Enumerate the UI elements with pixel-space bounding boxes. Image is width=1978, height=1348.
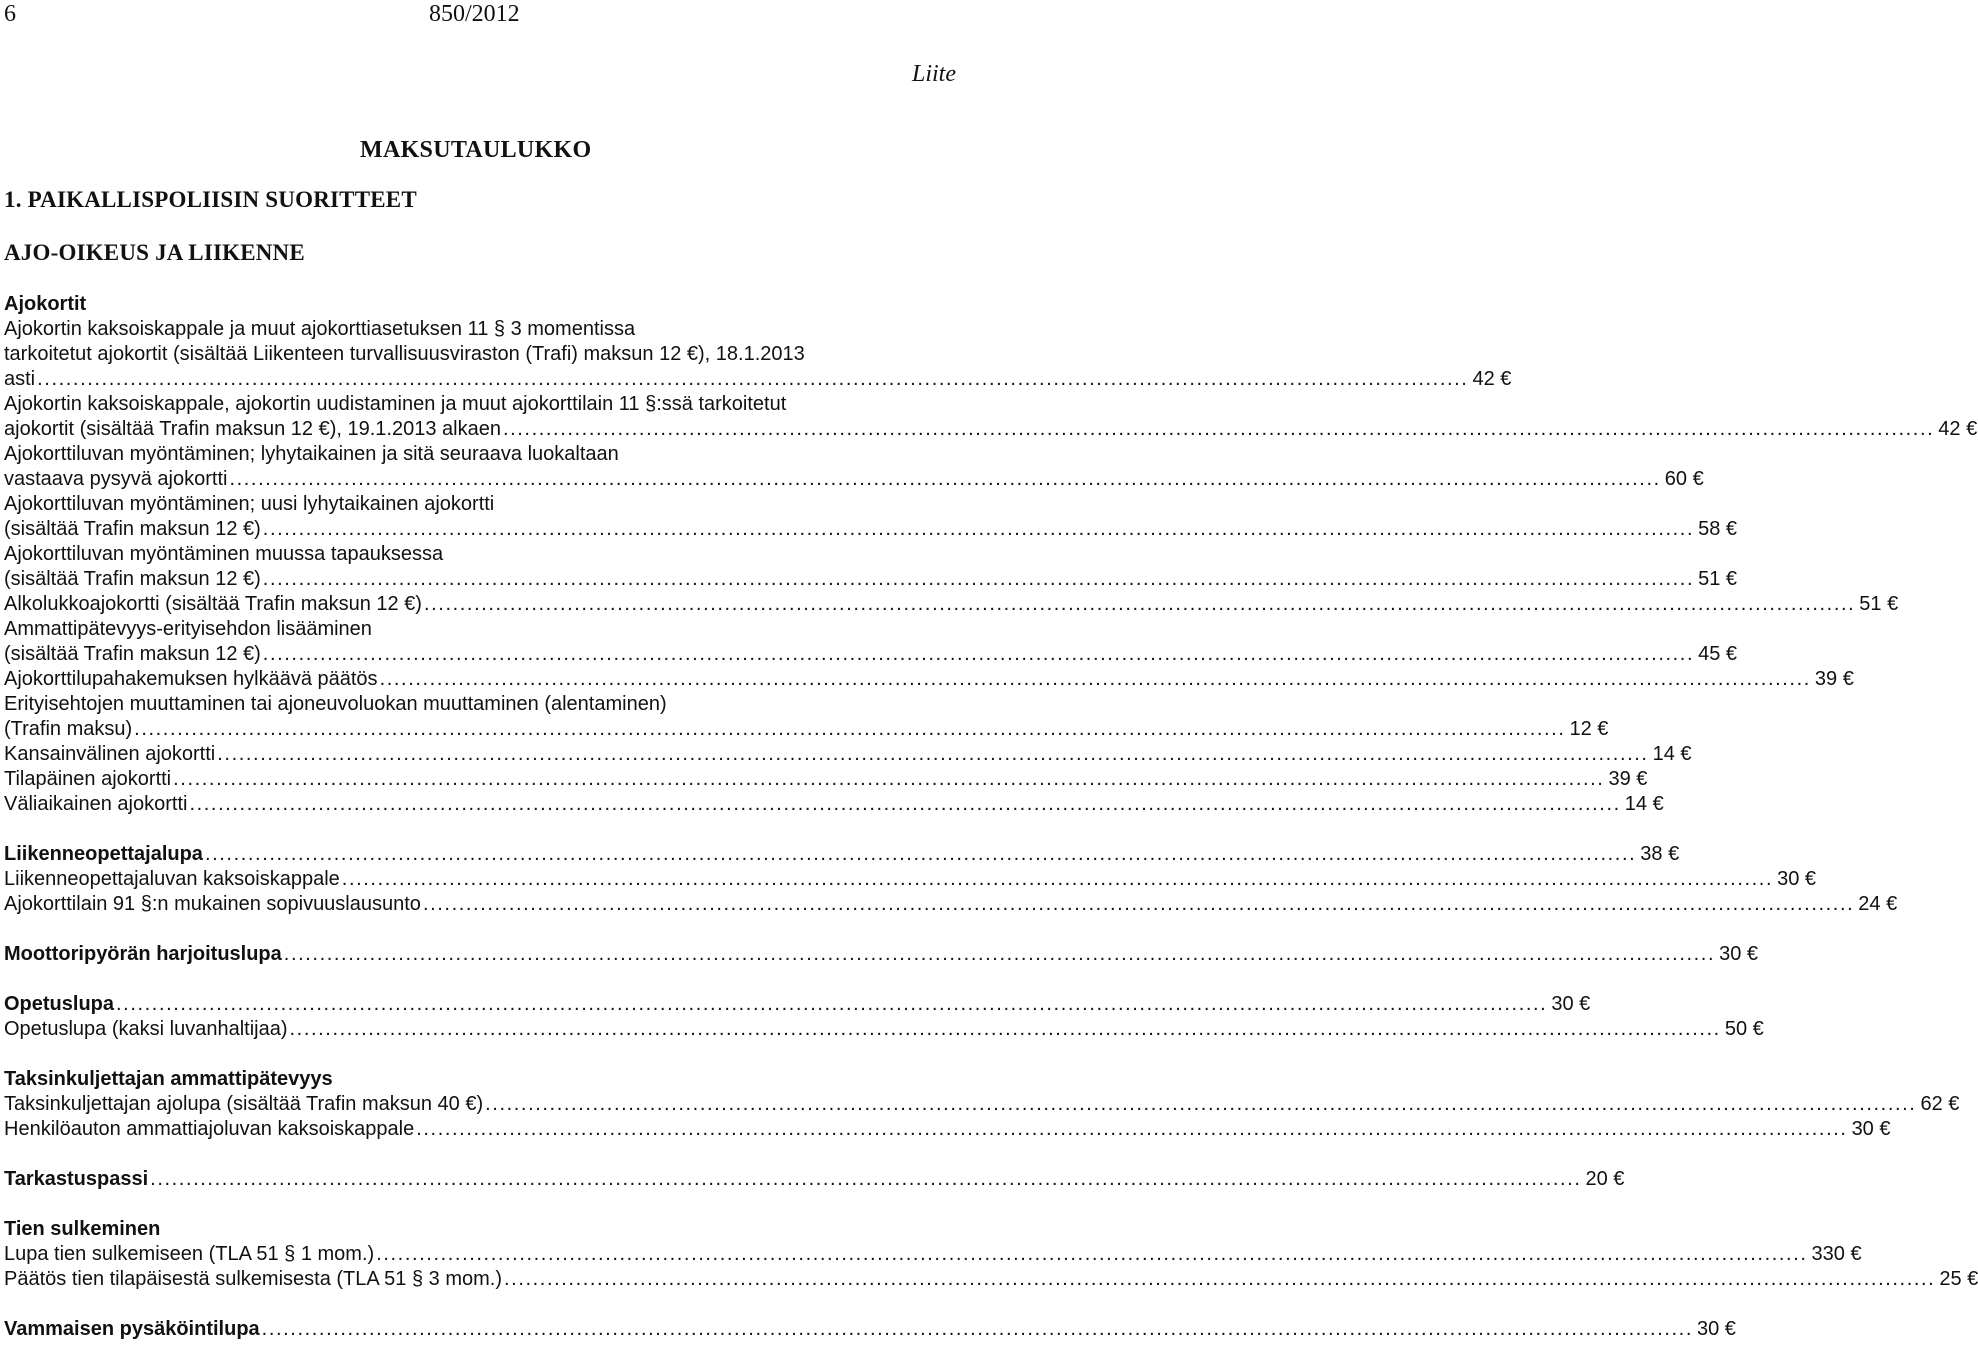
fee-line bbox=[4, 567, 1738, 592]
fee-amount: 30 € bbox=[1719, 943, 1759, 965]
fee-description: asti bbox=[4, 368, 36, 390]
fee-description: (sisältää Trafin maksun 12 €) bbox=[4, 518, 261, 540]
fee-entry bbox=[4, 1117, 1891, 1142]
fee-description: Liikenneopettajaluvan kaksoiskappale bbox=[4, 868, 340, 890]
fee-amount: 25 € bbox=[1939, 1268, 1978, 1290]
fee-entry bbox=[4, 1017, 1764, 1042]
fee-entry bbox=[4, 1317, 1736, 1342]
fee-entry bbox=[4, 1242, 1862, 1267]
dot-leader: ........................................................................................................................................................................................................ bbox=[485, 1093, 1917, 1115]
annex-label: Liite bbox=[911, 61, 956, 87]
fee-line bbox=[4, 992, 1591, 1017]
subchapter-heading: AJO-OIKEUS JA LIIKENNE bbox=[4, 240, 305, 265]
fee-line bbox=[4, 1117, 1891, 1142]
dot-leader: ........................................................................................................................................................................................................ bbox=[283, 943, 1716, 965]
fee-description-line: tarkoitetut ajokortit (sisältää Liikenteen turvallisuusviraston (Trafi) maksun 12 €), 18.1.2013 bbox=[4, 343, 805, 365]
dot-leader: ........................................................................................................................................................................................................ bbox=[504, 1268, 1936, 1290]
fee-amount: 39 € bbox=[1814, 668, 1854, 690]
dot-leader: ........................................................................................................................................................................................................ bbox=[189, 793, 1621, 815]
fee-section bbox=[4, 292, 1978, 817]
document-reference: 850/2012 bbox=[429, 1, 520, 27]
fee-entry bbox=[4, 492, 1738, 542]
fee-entry bbox=[4, 317, 1512, 392]
dot-leader: ........................................................................................................................................................................................................ bbox=[134, 718, 1566, 740]
fee-description-line: Ajokorttiluvan myöntäminen; lyhytaikainen ja sitä seuraava luokaltaan bbox=[4, 443, 619, 465]
fee-description-line: Ajokorttiluvan myöntäminen muussa tapauksessa bbox=[4, 543, 444, 565]
fee-entry bbox=[4, 992, 1591, 1017]
dot-leader: ........................................................................................................................................................................................................ bbox=[150, 1168, 1582, 1190]
fee-line bbox=[4, 1092, 1960, 1117]
dot-leader: ........................................................................................................................................................................................................ bbox=[289, 1018, 1721, 1040]
fee-description: (sisältää Trafin maksun 12 €) bbox=[4, 568, 261, 590]
fee-description: Tilapäinen ajokortti bbox=[4, 768, 172, 790]
section-heading: Tien sulkeminen bbox=[4, 1218, 161, 1240]
section-spacer bbox=[4, 917, 956, 942]
section-spacer bbox=[4, 1292, 956, 1317]
fee-entry bbox=[4, 1167, 1625, 1192]
fee-amount: 30 € bbox=[1851, 1118, 1891, 1140]
fee-entry bbox=[4, 767, 1648, 792]
fee-amount: 42 € bbox=[1938, 418, 1978, 440]
fee-line bbox=[4, 592, 1899, 617]
fee-line bbox=[4, 742, 1692, 767]
fee-amount: 60 € bbox=[1664, 468, 1704, 490]
fee-line bbox=[4, 842, 1680, 867]
fee-line bbox=[4, 792, 1664, 817]
fee-amount: 14 € bbox=[1652, 743, 1692, 765]
fee-amount: 51 € bbox=[1859, 593, 1899, 615]
fee-description: Ajokorttilupahakemuksen hylkäävä päätös bbox=[4, 668, 378, 690]
fee-line bbox=[4, 667, 1854, 692]
fee-amount: 330 € bbox=[1811, 1243, 1862, 1265]
fee-description: (Trafin maksu) bbox=[4, 718, 133, 740]
fee-section bbox=[4, 942, 1759, 967]
fee-amount: 30 € bbox=[1777, 868, 1817, 890]
fee-amount: 50 € bbox=[1724, 1018, 1764, 1040]
fee-amount: 14 € bbox=[1624, 793, 1664, 815]
section-spacer bbox=[4, 1042, 956, 1067]
section-spacer bbox=[4, 967, 956, 992]
fee-line bbox=[4, 1317, 1736, 1342]
fee-line bbox=[4, 717, 1609, 742]
dot-leader: ........................................................................................................................................................................................................ bbox=[423, 593, 1856, 615]
fee-section bbox=[4, 1317, 1736, 1342]
dot-leader: ........................................................................................................................................................................................................ bbox=[376, 1243, 1808, 1265]
fee-entry bbox=[4, 442, 1704, 492]
section-spacer bbox=[4, 1192, 956, 1217]
fee-line bbox=[4, 767, 1648, 792]
fee-amount: 51 € bbox=[1698, 568, 1738, 590]
dot-leader: ........................................................................................................................................................................................................ bbox=[217, 743, 1649, 765]
fee-description: Kansainvälinen ajokortti bbox=[4, 743, 216, 765]
dot-leader: ........................................................................................................................................................................................................ bbox=[379, 668, 1811, 690]
fee-amount: 58 € bbox=[1698, 518, 1738, 540]
fee-line bbox=[4, 1017, 1764, 1042]
dot-leader: ........................................................................................................................................................................................................ bbox=[204, 843, 1637, 865]
page-number: 6 bbox=[4, 1, 16, 27]
fee-description: Henkilöauton ammattiajoluvan kaksoiskappale bbox=[4, 1118, 415, 1140]
fee-section bbox=[4, 992, 1764, 1042]
chapter-heading: 1. PAIKALLISPOLIISIN SUORITTEET bbox=[4, 187, 417, 212]
dot-leader: ........................................................................................................................................................................................................ bbox=[422, 893, 1855, 915]
fee-entry bbox=[4, 667, 1854, 692]
fee-amount: 42 € bbox=[1472, 368, 1512, 390]
fee-description: vastaava pysyvä ajokortti bbox=[4, 468, 228, 490]
fee-entry bbox=[4, 542, 1738, 592]
section-spacer bbox=[4, 817, 956, 842]
fee-amount: 45 € bbox=[1698, 643, 1738, 665]
dot-leader: ........................................................................................................................................................................................................ bbox=[502, 418, 1935, 440]
fee-amount: 30 € bbox=[1551, 993, 1591, 1015]
fee-line bbox=[4, 942, 1759, 967]
fee-description-line: Ajokortin kaksoiskappale, ajokortin uudistaminen ja muut ajokorttilain 11 §:ssä tarkoitetut bbox=[4, 393, 787, 415]
fee-description: Taksinkuljettajan ajolupa (sisältää Trafin maksun 40 €) bbox=[4, 1093, 484, 1115]
fee-entry bbox=[4, 617, 1738, 667]
dot-leader: ........................................................................................................................................................................................................ bbox=[261, 1318, 1693, 1340]
fee-amount: 20 € bbox=[1585, 1168, 1625, 1190]
fee-line bbox=[4, 642, 1738, 667]
dot-leader: ........................................................................................................................................................................................................ bbox=[341, 868, 1774, 890]
fee-amount: 39 € bbox=[1608, 768, 1648, 790]
fee-entry bbox=[4, 742, 1692, 767]
fee-list bbox=[4, 292, 1978, 1342]
fee-entry bbox=[4, 867, 1817, 892]
section-heading: Ajokortit bbox=[4, 293, 87, 315]
fee-description-line: Ammattipätevyys-erityisehdon lisääminen bbox=[4, 618, 372, 640]
fee-description: Alkolukkoajokortti (sisältää Trafin maksun 12 €) bbox=[4, 593, 422, 615]
fee-line bbox=[4, 867, 1817, 892]
fee-entry bbox=[4, 942, 1759, 967]
fee-entry bbox=[4, 392, 1978, 442]
fee-description: Opetuslupa (kaksi luvanhaltijaa) bbox=[4, 1018, 288, 1040]
fee-section bbox=[4, 1067, 1960, 1142]
fee-section bbox=[4, 1167, 1625, 1192]
section-spacer bbox=[4, 1142, 956, 1167]
fee-item-title: Liikenneopettajalupa bbox=[4, 843, 203, 865]
dot-leader: ........................................................................................................................................................................................................ bbox=[262, 568, 1695, 590]
fee-entry bbox=[4, 792, 1664, 817]
fee-description: Lupa tien sulkemiseen (TLA 51 § 1 mom.) bbox=[4, 1243, 375, 1265]
fee-line bbox=[4, 1167, 1625, 1192]
fee-entry bbox=[4, 1092, 1960, 1117]
fee-description: Ajokorttilain 91 §:n mukainen sopivuuslausunto bbox=[4, 893, 421, 915]
fee-line bbox=[4, 417, 1978, 442]
dot-leader: ........................................................................................................................................................................................................ bbox=[229, 468, 1661, 490]
fee-line bbox=[4, 1267, 1978, 1292]
fee-line bbox=[4, 367, 1512, 392]
fee-line bbox=[4, 892, 1898, 917]
fee-description: ajokortit (sisältää Trafin maksun 12 €), 19.1.2013 alkaen bbox=[4, 418, 501, 440]
fee-section bbox=[4, 1217, 1978, 1292]
fee-entry bbox=[4, 592, 1899, 617]
fee-entry bbox=[4, 1267, 1978, 1292]
fee-description: Päätös tien tilapäisestä sulkemisesta (TLA 51 § 3 mom.) bbox=[4, 1268, 503, 1290]
fee-item-title: Vammaisen pysäköintilupa bbox=[4, 1318, 260, 1340]
fee-amount: 62 € bbox=[1920, 1093, 1960, 1115]
fee-item-title: Moottoripyörän harjoituslupa bbox=[4, 943, 282, 965]
fee-amount: 38 € bbox=[1640, 843, 1680, 865]
dot-leader: ........................................................................................................................................................................................................ bbox=[262, 643, 1695, 665]
fee-line bbox=[4, 517, 1738, 542]
fee-section bbox=[4, 842, 1898, 917]
fee-item-title: Opetuslupa bbox=[4, 993, 115, 1015]
dot-leader: ........................................................................................................................................................................................................ bbox=[262, 518, 1695, 540]
fee-description: Väliaikainen ajokortti bbox=[4, 793, 188, 815]
fee-description-line: Ajokortin kaksoiskappale ja muut ajokorttiasetuksen 11 § 3 momentissa bbox=[4, 318, 636, 340]
fee-entry bbox=[4, 842, 1680, 867]
dot-leader: ........................................................................................................................................................................................................ bbox=[116, 993, 1548, 1015]
fee-amount: 12 € bbox=[1569, 718, 1609, 740]
fee-amount: 30 € bbox=[1696, 1318, 1736, 1340]
dot-leader: ........................................................................................................................................................................................................ bbox=[173, 768, 1605, 790]
fee-entry bbox=[4, 892, 1898, 917]
document-title: MAKSUTAULUKKO bbox=[360, 137, 592, 163]
fee-line bbox=[4, 467, 1704, 492]
dot-leader: ........................................................................................................................................................................................................ bbox=[416, 1118, 1848, 1140]
dot-leader: ........................................................................................................................................................................................................ bbox=[37, 368, 1469, 390]
fee-description-line: Ajokorttiluvan myöntäminen; uusi lyhytaikainen ajokortti bbox=[4, 493, 495, 515]
fee-description-line: Erityisehtojen muuttaminen tai ajoneuvoluokan muuttaminen (alentaminen) bbox=[4, 693, 667, 715]
fee-entry bbox=[4, 692, 1609, 742]
section-heading: Taksinkuljettajan ammattipätevyys bbox=[4, 1068, 333, 1090]
fee-item-title: Tarkastuspassi bbox=[4, 1168, 149, 1190]
fee-line bbox=[4, 1242, 1862, 1267]
fee-description: (sisältää Trafin maksun 12 €) bbox=[4, 643, 261, 665]
fee-amount: 24 € bbox=[1858, 893, 1898, 915]
